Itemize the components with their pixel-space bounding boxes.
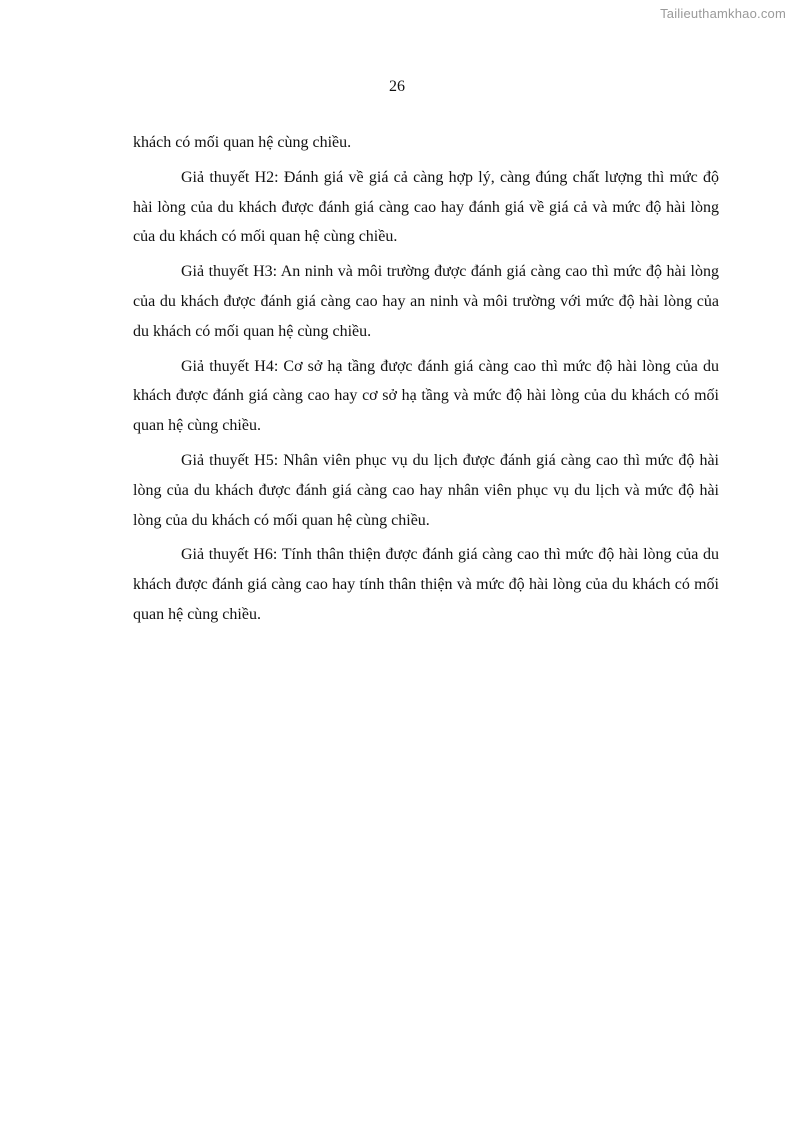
paragraph-hypothesis-h2: Giả thuyết H2: Đánh giá về giá cả càng hợp lý, càng đúng chất lượng thì mức độ hài lòng của du khách được đánh giá càng cao hay đánh giá về giá cả và mức độ hài lòng của du khách có mối quan hệ cùng chiều. (133, 168, 719, 246)
paragraph-hypothesis-h5: Giả thuyết H5: Nhân viên phục vụ du lịch được đánh giá càng cao thì mức độ hài lòng của du khách được đánh giá càng cao hay nhân viên phục vụ du lịch và mức độ hài lòng của du khách có mối quan hệ cùng chiều. (133, 451, 719, 529)
watermark-text: Tailieuthamkhao.com (660, 6, 786, 21)
paragraph-hypothesis-h4: Giả thuyết H4: Cơ sở hạ tầng được đánh giá càng cao thì mức độ hài lòng của du khách được đánh giá càng cao hay cơ sở hạ tầng và mức độ hài lòng của du khách có mối quan hệ cùng chiều. (133, 357, 719, 435)
paragraph-hypothesis-h6: Giả thuyết H6: Tính thân thiện được đánh giá càng cao thì mức độ hài lòng của du khách được đánh giá càng cao hay tính thân thiện và mức độ hài lòng của du khách có mối quan hệ cùng chiều. (133, 546, 719, 623)
paragraph-continuation: khách có mối quan hệ cùng chiều. (133, 134, 352, 151)
page-number: 26 (389, 78, 405, 95)
paragraph-hypothesis-h3: Giả thuyết H3: An ninh và môi trường được đánh giá càng cao thì mức độ hài lòng của du khách được đánh giá càng cao hay an ninh và môi trường với mức độ hài lòng của du khách có mối quan hệ cùng chiều. (133, 263, 719, 340)
document-body (133, 128, 719, 635)
